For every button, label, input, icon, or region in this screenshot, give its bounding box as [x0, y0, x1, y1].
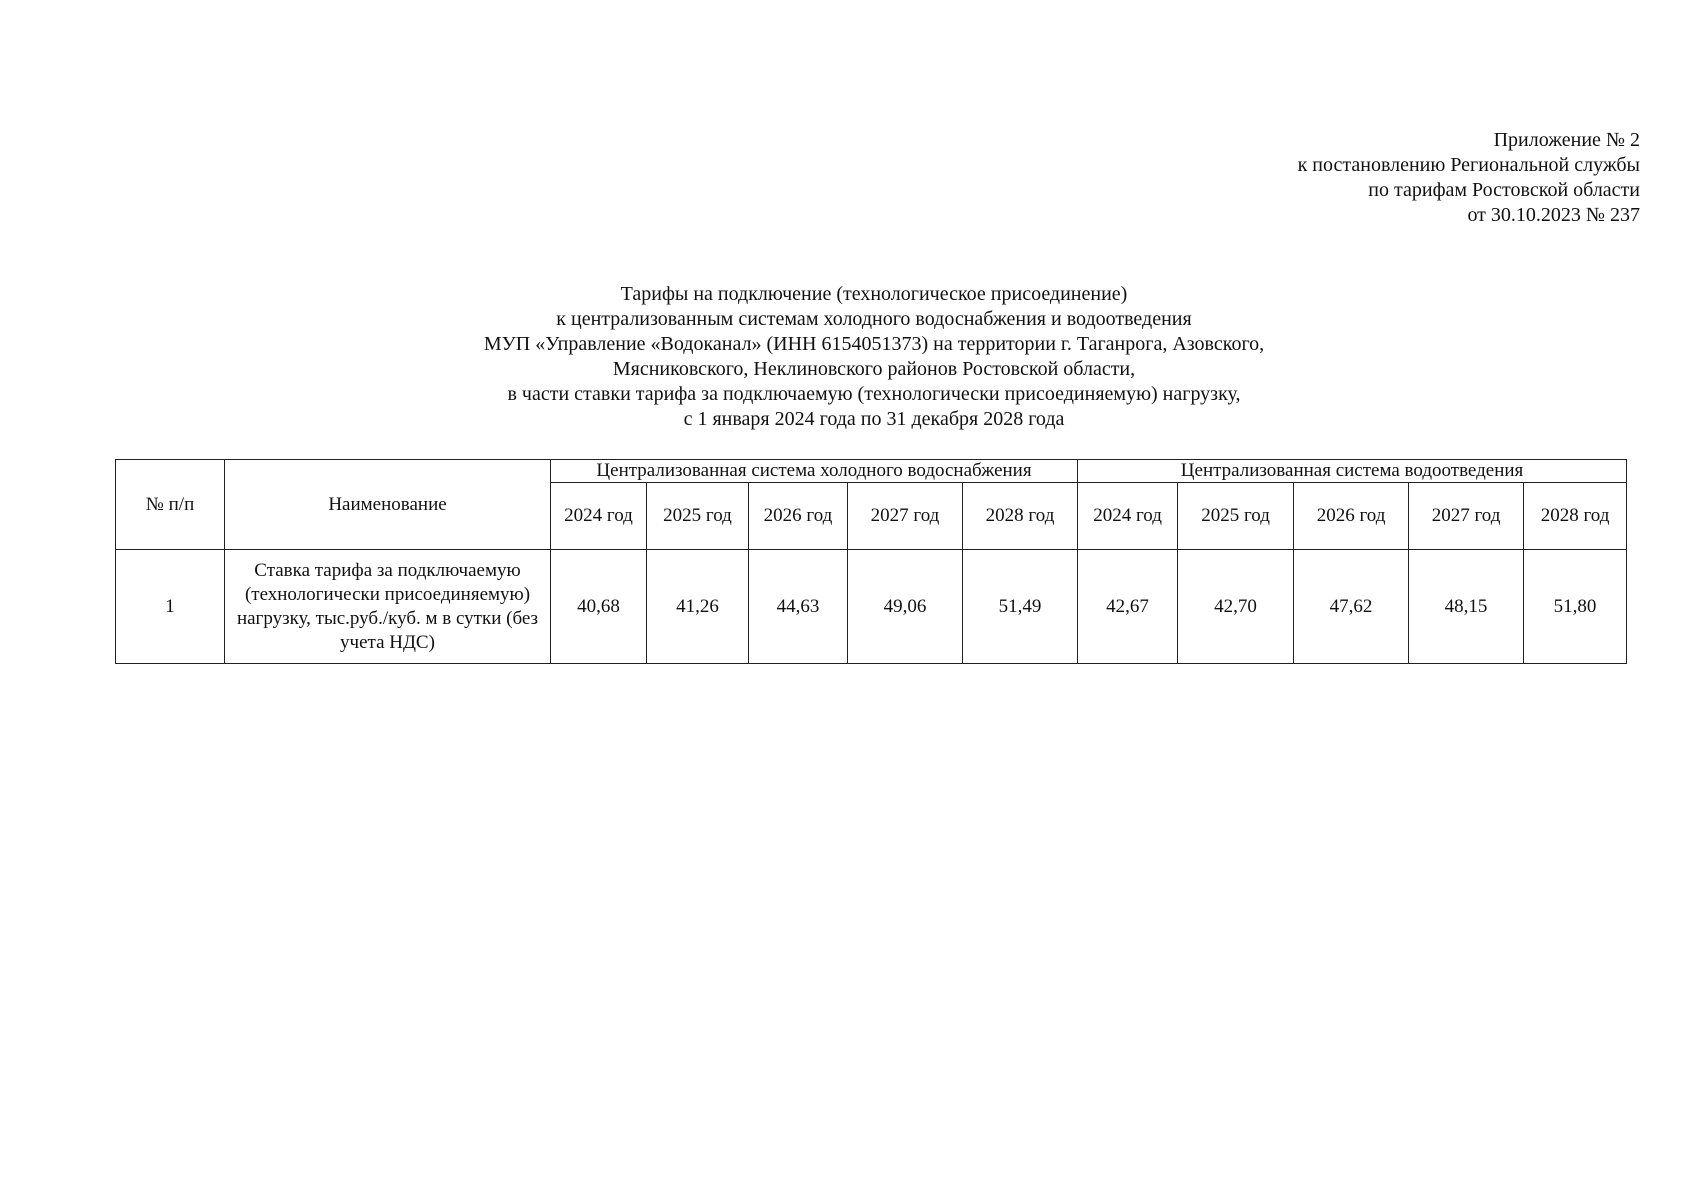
water-supply-value: 41,26 — [647, 550, 749, 664]
header-water-supply: Централизованная система холодного водоснабжения — [551, 460, 1078, 483]
year-header: 2027 год — [1409, 483, 1524, 550]
water-supply-value: 51,49 — [963, 550, 1078, 664]
appendix-date-number: от 30.10.2023 № 237 — [1467, 204, 1640, 226]
title-line: Мясниковского, Неклиновского районов Ростовской области, — [612, 358, 1136, 380]
appendix-line: Приложение № 2 — [1493, 129, 1640, 151]
header-wastewater: Централизованная система водоотведения — [1078, 460, 1627, 483]
wastewater-value: 42,67 — [1078, 550, 1178, 664]
year-header: 2026 год — [749, 483, 848, 550]
appendix-line: к постановлению Региональной службы — [1297, 154, 1640, 176]
title-line: в части ставки тарифа за подключаемую (технологически присоединяемую) нагрузку, — [507, 383, 1241, 405]
wastewater-value: 51,80 — [1524, 550, 1627, 664]
year-header: 2024 год — [1078, 483, 1178, 550]
year-header: 2027 год — [848, 483, 963, 550]
title-line: Тарифы на подключение (технологическое присоединение) — [620, 283, 1128, 305]
table-row — [116, 550, 1627, 664]
year-header: 2028 год — [1524, 483, 1627, 550]
water-supply-value: 40,68 — [551, 550, 647, 664]
year-header: 2024 год — [551, 483, 647, 550]
title-line: к централизованным системам холодного водоснабжения и водоотведения — [556, 308, 1192, 330]
wastewater-value: 48,15 — [1409, 550, 1524, 664]
title-line: с 1 января 2024 года по 31 декабря 2028 года — [683, 408, 1065, 430]
year-header: 2028 год — [963, 483, 1078, 550]
row-number: 1 — [116, 550, 225, 664]
tariff-table — [115, 459, 1627, 664]
appendix-block — [1298, 128, 1640, 228]
water-supply-value: 44,63 — [749, 550, 848, 664]
year-header: 2025 год — [647, 483, 749, 550]
header-row — [116, 460, 1627, 483]
appendix-line: по тарифам Ростовской области — [1368, 179, 1640, 201]
year-header: 2026 год — [1294, 483, 1409, 550]
title-line: МУП «Управление «Водоканал» (ИНН 6154051373) на территории г. Таганрога, Азовского, — [483, 333, 1265, 355]
year-header: 2025 год — [1178, 483, 1294, 550]
header-name: Наименование — [225, 460, 551, 550]
wastewater-value: 42,70 — [1178, 550, 1294, 664]
document-title — [0, 282, 1698, 432]
header-num: № п/п — [116, 460, 225, 550]
wastewater-value: 47,62 — [1294, 550, 1409, 664]
row-name: Ставка тарифа за подключаемую (технологически присоединяемую) нагрузку, тыс.руб./куб. м в сутки (без учета НДС) — [225, 550, 551, 664]
water-supply-value: 49,06 — [848, 550, 963, 664]
